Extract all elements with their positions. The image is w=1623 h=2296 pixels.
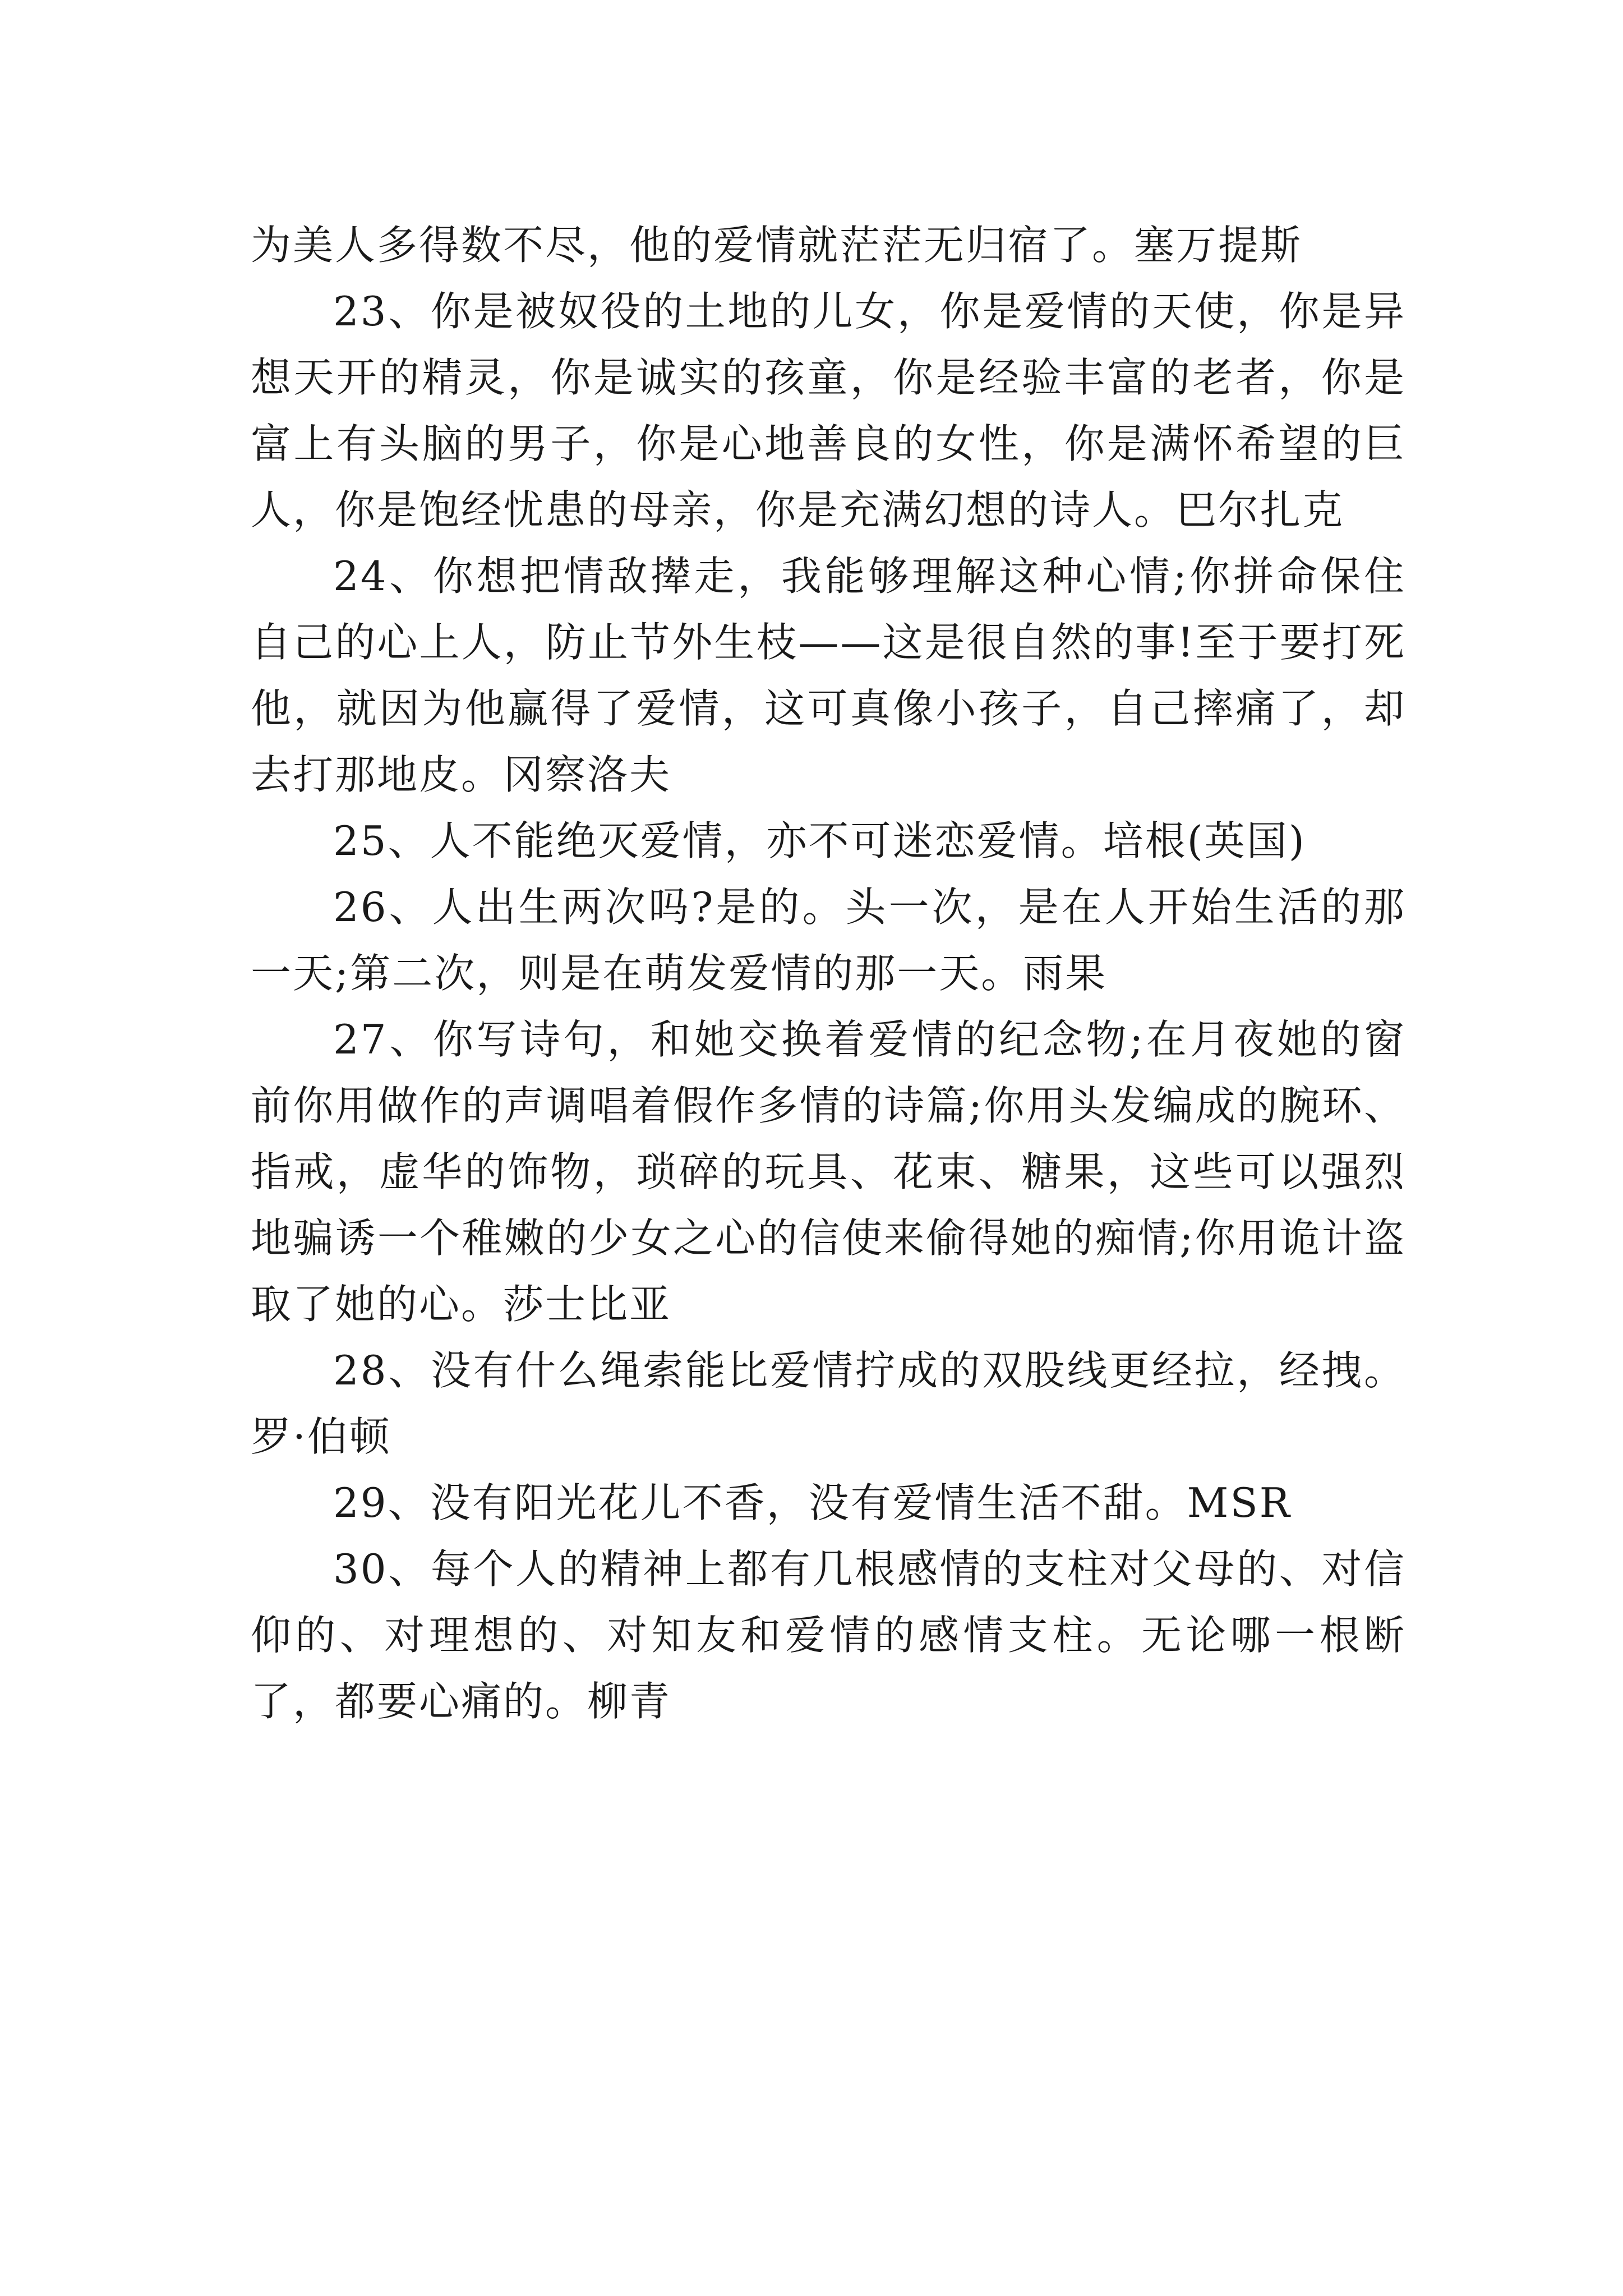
paragraph-26: 26、人出生两次吗?是的。头一次，是在人开始生活的那一天;第二次，则是在萌发爱情的那一天。雨果 <box>251 884 1406 997</box>
paragraph-30: 30、每个人的精神上都有几根感情的支柱对父母的、对信仰的、对理想的、对知友和爱情的感情支柱。无论哪一根断了，都要心痛的。柳青 <box>251 1545 1406 1725</box>
paragraph-25: 25、人不能绝灭爱情，亦不可迷恋爱情。培根(英国) <box>333 817 1306 864</box>
paragraph-23: 23、你是被奴役的土地的儿女，你是爱情的天使，你是异想天开的精灵，你是诚实的孩童，你是经验丰富的老者，你是富上有头脑的男子，你是心地善良的女性，你是满怀希望的巨人，你是饱经忧患的母亲，你是充满幻想的诗人。巴尔扎克 <box>251 288 1406 533</box>
paragraph-22-continuation: 为美人多得数不尽，他的爱情就茫茫无归宿了。塞万提斯 <box>251 222 1303 269</box>
paragraph-28: 28、没有什么绳索能比爱情拧成的双股线更经拉，经拽。罗·伯顿 <box>251 1347 1406 1460</box>
document-body <box>251 212 1406 1734</box>
paragraph-27: 27、你写诗句，和她交换着爱情的纪念物;在月夜她的窗前你用做作的声调唱着假作多情的诗篇;你用头发编成的腕环、指戒，虚华的饰物，琐碎的玩具、花束、糖果，这些可以强烈地骗诱一个稚嫩的少女之心的信使来偷得她的痴情;你用诡计盗取了她的心。莎士比亚 <box>251 1016 1406 1328</box>
paragraph-29: 29、没有阳光花儿不香，没有爱情生活不甜。MSR <box>333 1479 1292 1526</box>
paragraph-24: 24、你想把情敌撵走，我能够理解这种心情;你拼命保住自己的心上人，防止节外生枝——这是很自然的事!至于要打死他，就因为他赢得了爱情，这可真像小孩子，自己摔痛了，却去打那地皮。冈察洛夫 <box>251 553 1406 798</box>
